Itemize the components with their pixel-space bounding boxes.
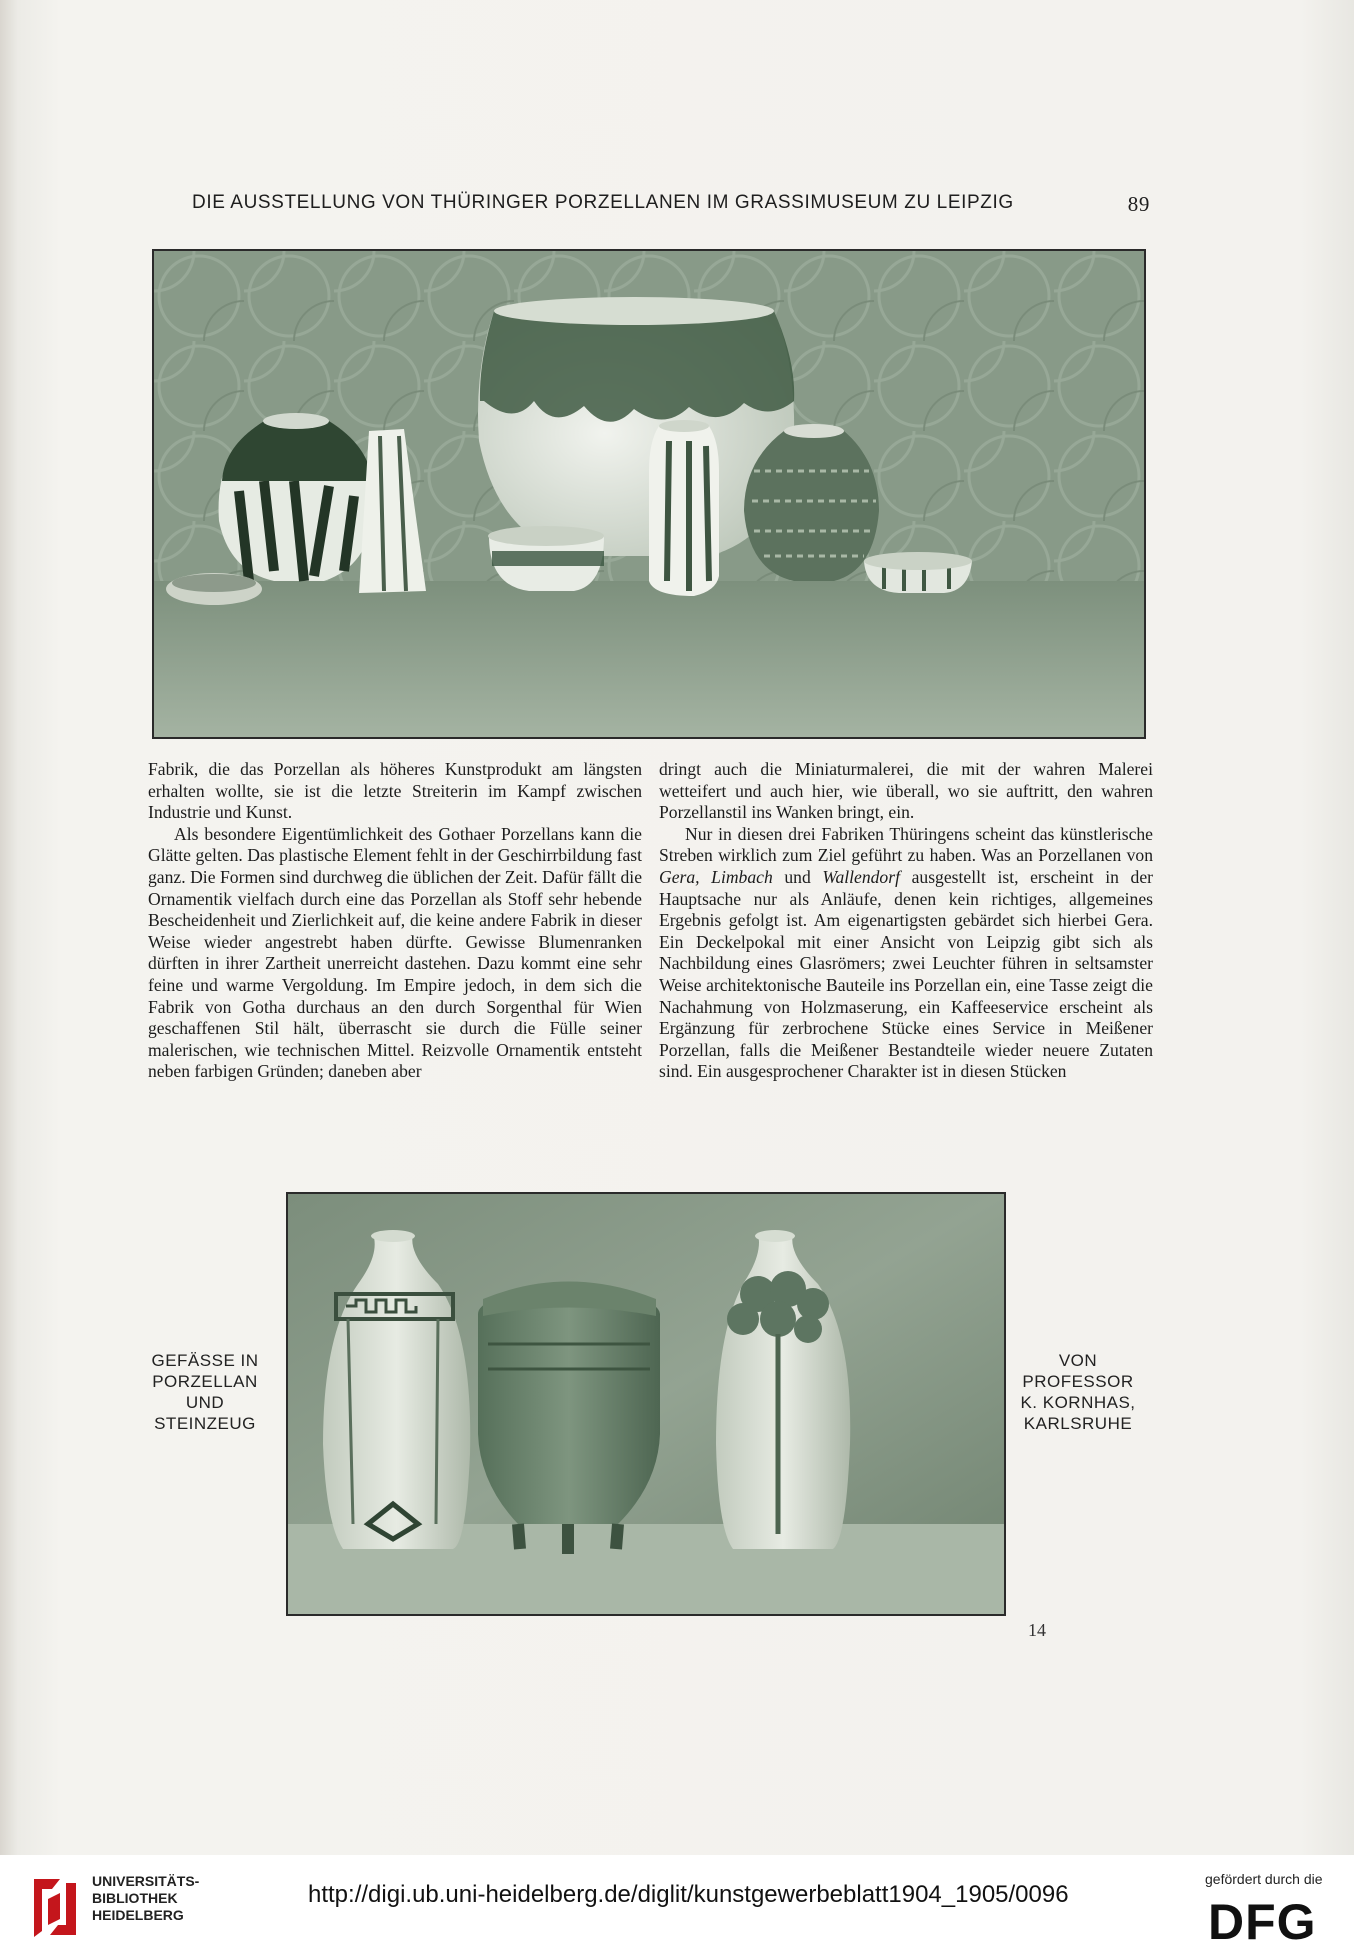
text-column-right [659,759,1153,1083]
caption-line: STEINZEUG [154,1414,256,1433]
caption-line: PROFESSOR [1022,1372,1134,1391]
caption-line: KARLSRUHE [1023,1414,1133,1433]
place-name: Wallendorf [822,866,900,887]
paragraph: Als besondere Eigentümlichkeit des Gothaer Porzellans kann die Glätte gelten. Das plastische Element fehlt in der Geschirrbildung fast ganz. Die Formen sind durchweg die üblichen der Zeit. Dafür fällt die Ornamentik vielfach durch eine das Porzellan als Stoff sehr hebende Bescheidenheit und Zierlichkeit auf, die keine andere Fabrik in dieser Weise wieder angestrebt haben dürfte. Gewisse Blumenranken dürften in ihrer Zartheit unerreicht dastehen. Dazu kommt eine sehr feine und warme Vergoldung. Im Empire jedoch, in dem sich die Fabrik von Gotha durchaus an den durch Sorgenthal für Wien geschaffenen Stil hält, überrascht sie durch die Fülle seiner malerischen, wie technischen Mittel. Reizvolle Ornamentik entsteht neben farbigen Gründen; daneben aber [148,823,642,1082]
text-run: ausgestellt ist, erscheint in der Hauptsache nur als Anläufe, denen kein richtiges, allgemeines Ergebnis gefolgt ist. Am eigenartigsten gebärdet sich hierbei Gera. Ein Deckelpokal mit einer Ansicht von Leipzig gibt sich als Nachbildung eines Glasrömers; zwei Leuchter führen in seltsamster Weise architektonische Bauteile ins Porzellan ein, eine Tasse zeigt die Nachahmung von Holzmaserung, ein Kaffeeservice erscheint als Ergänzung für zerbrochene Stücke eines Service in Meißener Porzellan, falls die Meißener Bestandteile wieder neuere Zutaten sind. Ein ausgesprochener Charakter ist in diesen Stücken [659,866,1154,1082]
caption-line: UND [185,1393,225,1412]
caption-line: PORZELLAN [152,1372,258,1391]
library-name-line: BIBLIOTHEK [92,1890,178,1906]
caption-line: K. KORNHAS, [1020,1393,1136,1412]
university-library-logo-icon [30,1875,80,1941]
source-url-link[interactable]: http://digi.ub.uni-heidelberg.de/diglit/kunstgewerbeblatt1904_1905/0096 [308,1881,1069,1908]
photo-plate-kornhas-vessels [286,1192,1006,1616]
dfg-logo: DFG [1208,1894,1317,1950]
caption-right [1016,1350,1140,1434]
caption-left [145,1350,265,1434]
caption-line: GEFÄSSE IN [151,1351,259,1370]
footer-bar [0,1855,1354,1958]
paragraph: dringt auch die Miniaturmalerei, die mit der wahren Malerei wetteifert und auch hier, wie überall, wo sie auftritt, den wahren Porzellanstil ins Wanken bringt, ein. [659,759,1153,823]
funded-by-label: gefördert durch die [1205,1871,1323,1887]
running-head-title: DIE AUSSTELLUNG VON THÜRINGER PORZELLANEN IM GRASSIMUSEUM ZU LEIPZIG [192,192,1014,213]
place-name: Gera, Limbach [659,866,773,887]
sheet-signature: 14 [1028,1620,1046,1640]
university-library-name [92,1873,199,1924]
kornhas-vessels-photo [288,1194,1004,1614]
text-run: Nur in diesen drei Fabriken Thüringens scheint das künstlerische Streben wirklich zum Ziel geführt zu haben. Was an Porzellanen von [659,823,1153,866]
caption-line: VON [1058,1351,1098,1370]
running-head [192,192,1150,214]
paragraph [659,824,1153,1083]
text-run: und [772,866,823,887]
text-column-left [148,759,642,1083]
paragraph: Fabrik, die das Porzellan als höheres Kunstprodukt am längsten erhalten wollte, sie ist die letzte Streiterin im Kampf zwischen Industrie und Kunst. [148,759,642,823]
page-number: 89 [1127,192,1150,216]
library-name-line: UNIVERSITÄTS- [92,1873,200,1889]
library-name-line: HEIDELBERG [92,1907,184,1923]
photo-plate-vases [152,249,1146,739]
vases-photo [154,251,1144,737]
